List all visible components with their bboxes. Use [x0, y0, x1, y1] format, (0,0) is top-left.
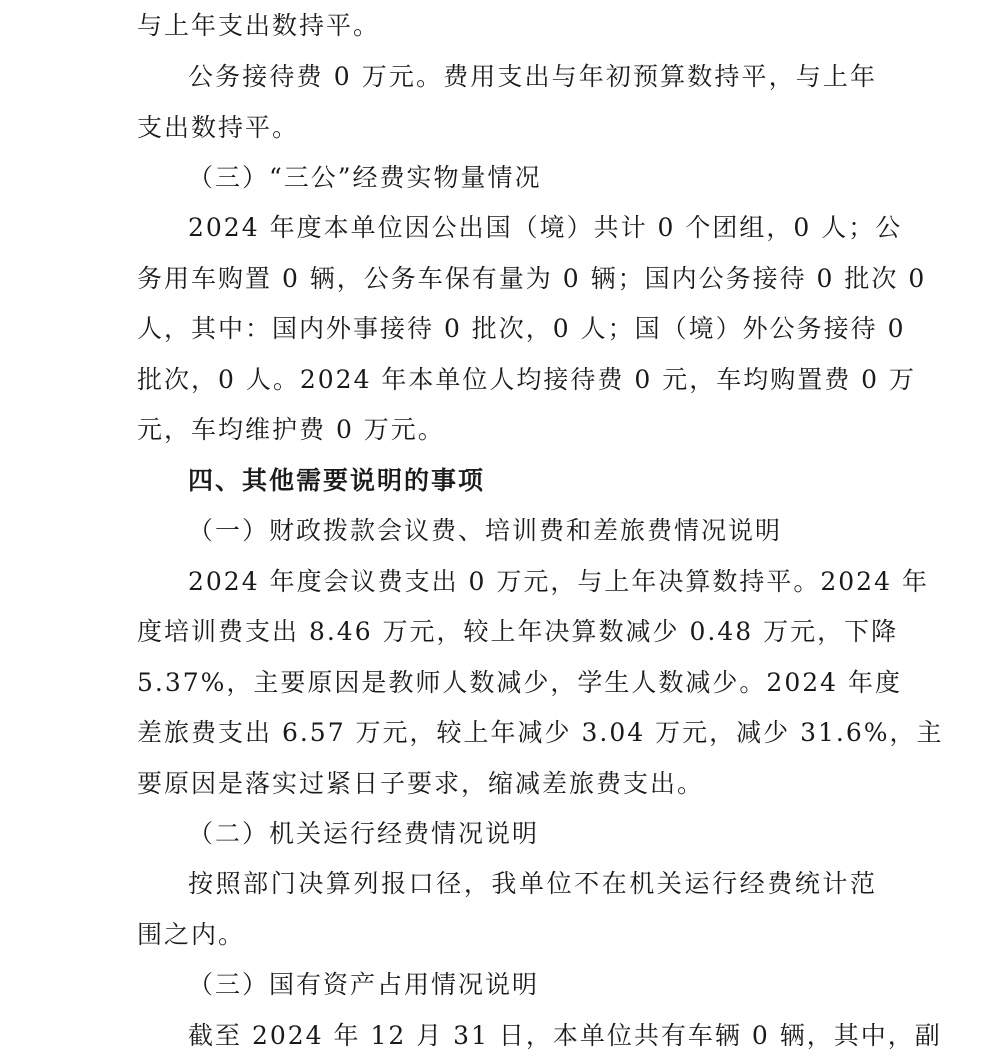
paragraph-line: 截至 2024 年 12 月 31 日，本单位共有车辆 0 辆，其中，副: [188, 1021, 942, 1050]
section-heading: （一）财政拨款会议费、培训费和差旅费情况说明: [188, 516, 783, 545]
paragraph-line: 批次，0 人。2024 年本单位人均接待费 0 元，车均购置费 0 万: [137, 365, 917, 394]
section-heading: （三）“三公”经费实物量情况: [188, 163, 542, 192]
paragraph-line: 围之内。: [137, 920, 246, 949]
paragraph-line: 2024 年度会议费支出 0 万元，与上年决算数持平。2024 年: [188, 567, 929, 596]
paragraph-line: 与上年支出数持平。: [137, 11, 381, 40]
paragraph-line: 元，车均维护费 0 万元。: [137, 415, 445, 444]
paragraph-line: 按照部门决算列报口径，我单位不在机关运行经费统计范: [188, 869, 877, 898]
paragraph-line: 5.37%，主要原因是教师人数减少，学生人数减少。2024 年度: [137, 668, 902, 697]
paragraph-line: 支出数持平。: [137, 113, 300, 142]
paragraph-line: 差旅费支出 6.57 万元，较上年减少 3.04 万元，减少 31.6%，主: [137, 718, 944, 747]
chapter-heading: 四、其他需要说明的事项: [188, 466, 486, 495]
section-heading: （二）机关运行经费情况说明: [188, 819, 540, 848]
paragraph-line: 人，其中：国内外事接待 0 批次，0 人；国（境）外公务接待 0: [137, 314, 906, 343]
paragraph-line: 公务接待费 0 万元。费用支出与年初预算数持平，与上年: [188, 62, 877, 91]
paragraph-line: 2024 年度本单位因公出国（境）共计 0 个团组，0 人；公: [188, 213, 903, 242]
paragraph-line: 度培训费支出 8.46 万元，较上年决算数减少 0.48 万元，下降: [137, 617, 899, 646]
paragraph-line: 务用车购置 0 辆，公务车保有量为 0 辆；国内公务接待 0 批次 0: [137, 264, 927, 293]
paragraph-line: 要原因是落实过紧日子要求，缩减差旅费支出。: [137, 769, 705, 798]
section-heading: （三）国有资产占用情况说明: [188, 970, 540, 999]
